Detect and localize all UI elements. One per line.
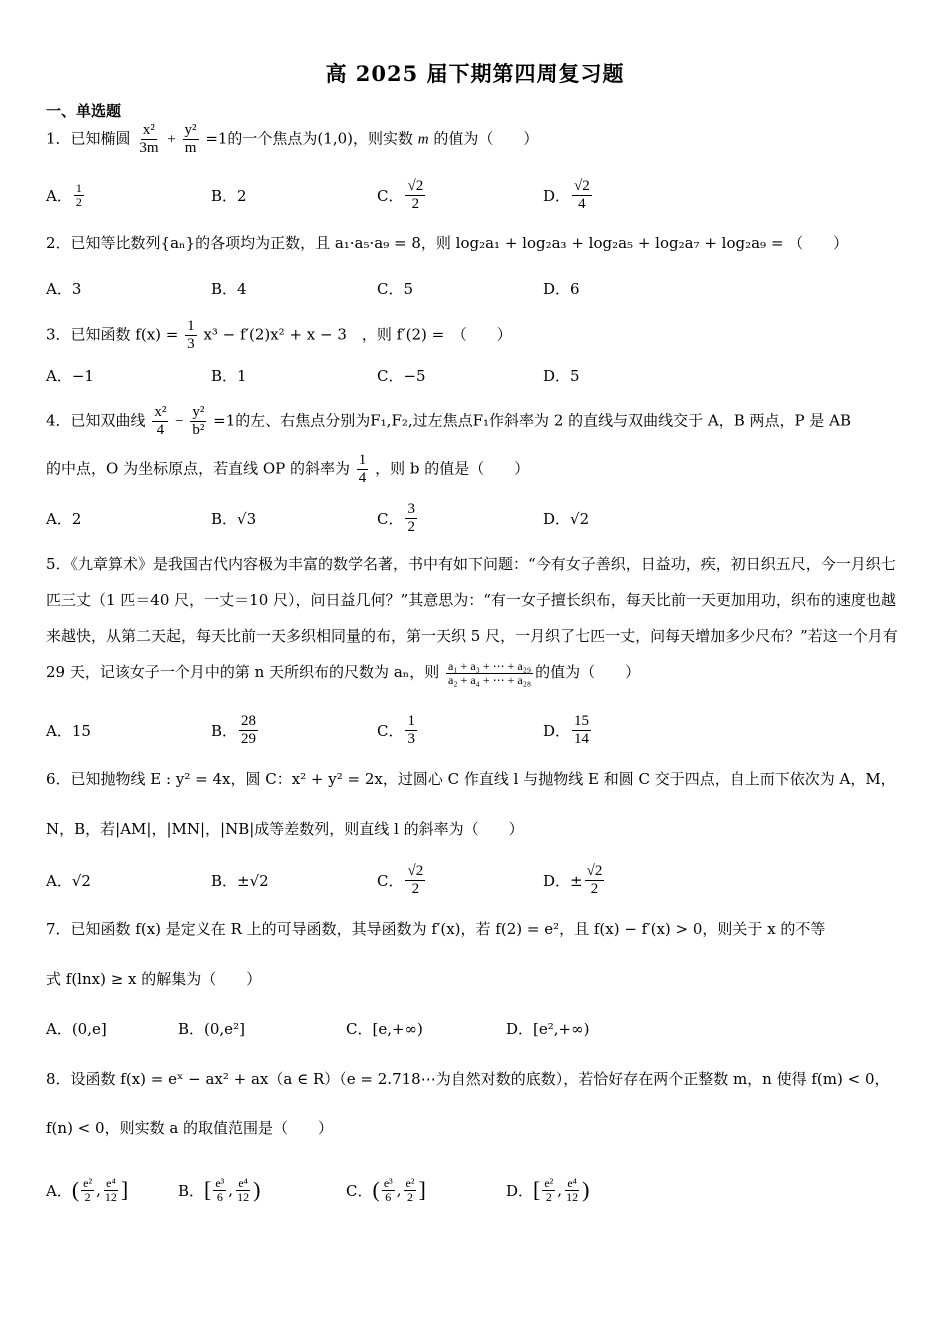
q1-option-a: A． $\frac{1}{2}$ <box>46 180 82 209</box>
q1-option-d: D． $\frac{√2}{4}$ <box>543 177 590 212</box>
q7-option-c: C．[e,+∞) <box>346 1019 423 1038</box>
q4-option-c: C． $\frac{3}{2}$ <box>377 500 415 535</box>
q5-option-c: C． $\frac{1}{3}$ <box>377 712 415 747</box>
q7-option-a: A．(0,e] <box>46 1019 107 1038</box>
q8-option-d: D． [ $\frac{\text{e²}}{2}$ , $\frac{\text{e⁴}}{12}$ ) <box>506 1175 590 1204</box>
q4-fraction-1: $\frac{\text{x²}}{4}$ <box>154 404 167 438</box>
question-7-options <box>46 1006 906 1050</box>
q1-option-b: B．2 <box>211 186 247 205</box>
q2-option-b: B．4 <box>211 279 247 298</box>
question-1-options <box>46 173 906 217</box>
q8-option-a: A． ( $\frac{\text{e²}}{2}$ , $\frac{\text{e⁴}}{12}$ ] <box>46 1175 129 1204</box>
q4-fraction-2: $\frac{\text{y²}}{\text{b²}}$ <box>192 404 205 438</box>
q6-option-c: C． $\frac{√2}{2}$ <box>377 862 424 897</box>
q7-option-d: D．[e²,+∞) <box>506 1019 590 1038</box>
q5-option-b: B． $\frac{28}{29}$ <box>211 712 257 747</box>
question-8-stem: 8．设函数 f(x) = eˣ − ax² + ax（a ∈ R）（e = 2.718⋯为自然对数的底数），若恰好存在两个正整数 m，n 使得 f(m) < 0， <box>46 1070 890 1088</box>
section-heading: 一、单选题 <box>46 102 122 120</box>
q3-option-c: C．−5 <box>377 366 426 385</box>
question-4-options <box>46 496 906 540</box>
q3-fraction: $\frac{1}{3}$ <box>187 318 195 352</box>
page-title: 高 2025 届下期第四周复习题 <box>325 61 625 86</box>
q8-option-c: C． ( $\frac{\text{e³}}{6}$ , $\frac{\text{e²}}{2}$ ] <box>346 1175 426 1204</box>
q1-mid: =1的一个焦点为(1,0)，则实数 <box>205 129 413 148</box>
q5-option-a: A．15 <box>46 721 91 740</box>
q1-prefix: 1．已知椭圆 <box>46 129 131 148</box>
question-7-stem-line2: 式 f(lnx) ≥ x 的解集为（ ） <box>46 970 262 988</box>
question-4-stem: 4．已知双曲线 $\frac{\text{x²}}{4}$ − $\frac{\text{y²}}{\text{b²}}$ =1的左、右焦点分别为F₁,F₂,过左焦点F₁作斜率为 2 的直线与双曲线交于 A，B 两点，P 是 AB <box>46 404 852 438</box>
q2-option-d: D．6 <box>543 279 580 298</box>
question-4-stem-line2: 的中点，O 为坐标原点，若直线 OP 的斜率为 $\frac{1}{4}$ ，则 b 的值是（ ） <box>46 452 530 486</box>
q4-option-b: B．√3 <box>211 509 257 528</box>
q3-option-b: B．1 <box>211 366 247 385</box>
q4-option-d: D．√2 <box>543 509 590 528</box>
q8-option-b: B． [ $\frac{\text{e³}}{6}$ , $\frac{\text{e⁴}}{12}$ ) <box>178 1175 261 1204</box>
question-6-stem-line2: N，B，若|AM|，|MN|，|NB|成等差数列，则直线 l 的斜率为（ ） <box>46 820 524 838</box>
question-3-stem: 3．已知函数 f(x) = $\frac{1}{3}$ x³ − f′(2)x² + x − 3 ，则 f′(2) = （ ） <box>46 318 512 352</box>
q1-fraction-1: $\frac{\text{x²}}{3m}$ <box>139 122 159 156</box>
q3-option-a: A．−1 <box>46 366 94 385</box>
q1-var: m <box>417 131 429 148</box>
question-2-options <box>46 266 906 310</box>
q2-option-a: A．3 <box>46 279 82 298</box>
q1-option-c: C． $\frac{√2}{2}$ <box>377 177 424 212</box>
question-6-options <box>46 858 906 902</box>
question-6-stem: 6．已知抛物线 E : y² = 4x，圆 C：x² + y² = 2x，过圆心 C 作直线 l 与抛物线 E 和圆 C 交于四点，自上而下依次为 A，M， <box>46 770 896 788</box>
q4-fraction-3: $\frac{1}{4}$ <box>358 452 367 486</box>
q7-option-b: B．(0,e²] <box>178 1019 245 1038</box>
q5-option-d: D． $\frac{15}{14}$ <box>543 712 590 747</box>
q6-option-d: D．± $\frac{√2}{2}$ <box>543 862 603 897</box>
q6-option-a: A．√2 <box>46 871 91 890</box>
question-2-stem: 2．已知等比数列{aₙ}的各项均为正数，且 a₁·a₅·a₉ = 8，则 log₂a₁ + log₂a₃ + log₂a₅ + log₂a₇ + log₂a₉ = （ ） <box>46 234 849 252</box>
question-8-stem-line2: f(n) < 0，则实数 a 的取值范围是（ ） <box>46 1119 334 1137</box>
q3-option-d: D．5 <box>543 366 580 385</box>
question-8-options <box>46 1168 906 1212</box>
question-7-stem: 7．已知函数 f(x) 是定义在 R 上的可导函数，其导函数为 f′(x)，若 f(2) = e²，且 f(x) − f′(x) > 0，则关于 x 的不等 <box>46 920 826 938</box>
q1-fraction-2: $\frac{\text{y²}}{m}$ <box>184 122 197 156</box>
question-5-options <box>46 708 906 752</box>
q4-option-a: A．2 <box>46 509 82 528</box>
question-1-stem: 1．已知椭圆 $\frac{\text{x²}}{3m}$ + $\frac{\text{y²}}{m}$ =1的一个焦点为(1,0)，则实数 m 的值为（ ） <box>46 122 539 156</box>
q2-option-c: C．5 <box>377 279 414 298</box>
q5-fraction: $\frac{\text{a₁ + a₃ + ⋯ + a₂₉}}{\text{a₂ + a₄ + ⋯ + a₂₈}}$ <box>448 658 532 687</box>
question-3-options <box>46 353 906 397</box>
q6-option-b: B．±√2 <box>211 871 269 890</box>
q1-suffix: 的值为（ ） <box>433 129 539 148</box>
question-5-stem: 5．《九章算术》是我国古代内容极为丰富的数学名著，书中有如下问题：“今有女子善织，日益功，疾，初日织五尺，今一月织七匹三丈（1 匹＝40 尺，一丈＝10 尺），问日益几何？”其意思为：“有一女子擅长织布，每天比前一天更加用功，织布的速度也越来越快，从第二天起，每天比前一天多织相同量的布，第一天织 5 尺，一月织了七匹一丈，问每天增加多少尺布？”若这一个月有 29 天，记该女子一个月中的第 n 天所织布的尺数为 aₙ，则 $\frac{\text{a₁ + a₃ + ⋯ + a₂₉}}{\text{a₂ + a₄ + ⋯ + a₂₈}}$ 的值为（ ） <box>46 555 898 687</box>
